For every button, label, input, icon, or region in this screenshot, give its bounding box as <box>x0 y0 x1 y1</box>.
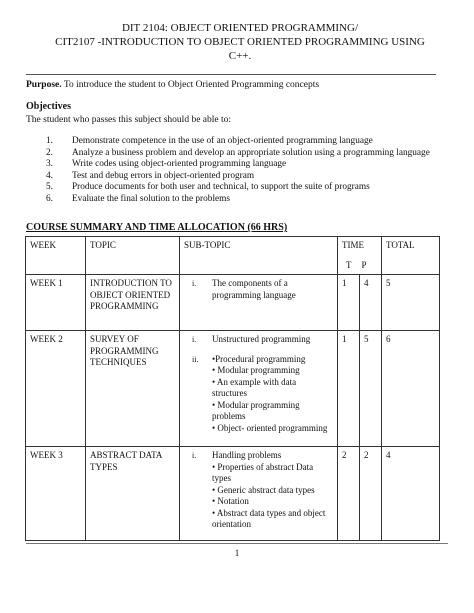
subtopic-numeral: i. <box>192 335 197 344</box>
objective-item <box>26 148 436 160</box>
footer-divider <box>26 543 448 544</box>
objective-text: Produce documents for both user and technical, to support the suite of programs <box>72 182 370 193</box>
objective-number: 4. <box>46 170 53 181</box>
subtopic-bullet: • Modular programming problems <box>212 399 300 421</box>
header-topic: TOPIC <box>86 237 180 275</box>
table-row <box>26 447 440 541</box>
subtopic-numeral: i. <box>192 451 197 460</box>
table-row <box>26 331 440 447</box>
header-t: T <box>346 259 352 270</box>
subtopic-numeral: ii. <box>192 354 199 364</box>
header-p: P <box>361 259 367 270</box>
header-total: TOTAL <box>382 237 440 275</box>
t-cell: 1 <box>338 331 360 447</box>
p-cell: 5 <box>360 331 382 447</box>
objective-number: 6. <box>46 193 53 204</box>
table-row <box>26 275 440 331</box>
subtopic-cell <box>180 331 338 447</box>
subtopic-bullet: • Properties of abstract Data types <box>212 461 314 483</box>
objectives-heading: Objectives <box>26 101 71 112</box>
subtopic-bullet: • Abstract data types and object orientation <box>212 507 326 529</box>
objective-item <box>26 159 436 171</box>
topic-cell: INTRODUCTION TO OBJECT ORIENTED PROGRAMMING <box>86 275 180 331</box>
p-cell: 4 <box>360 275 382 331</box>
subtopic-cell <box>180 275 338 331</box>
objective-text: Analyze a business problem and develop an appropriate solution using a programming language <box>72 147 430 158</box>
subtopic-bullet: • An example with data structures <box>212 376 297 398</box>
week-cell: WEEK 2 <box>26 331 86 447</box>
p-cell: 2 <box>360 447 382 541</box>
objective-item <box>26 182 436 194</box>
page-number: 1 <box>234 548 240 558</box>
objective-text: Test and debug errors in object-oriented program <box>72 170 255 181</box>
course-title-line-1: DIT 2104: OBJECT ORIENTED PROGRAMMING/ <box>121 22 359 34</box>
course-summary-heading: COURSE SUMMARY AND TIME ALLOCATION (66 HRS) <box>26 222 288 233</box>
total-cell: 6 <box>382 331 440 447</box>
purpose-line <box>26 80 319 90</box>
subtopic-text: •Procedural programming <box>212 353 306 364</box>
subtopic-item <box>184 334 333 346</box>
subtopic-bullet: • Modular programming <box>212 365 300 375</box>
objective-item <box>26 194 436 206</box>
subtopic-bullet: • Object- oriented programming <box>212 422 328 433</box>
table-header-row <box>26 237 440 275</box>
header-time <box>338 237 382 275</box>
header-divider <box>26 74 436 75</box>
header-time-label: TIME <box>342 240 364 250</box>
subtopic-text: Handling problems <box>212 450 282 460</box>
topic-cell: ABSTRACT DATA TYPES <box>86 447 180 541</box>
objective-number: 5. <box>46 182 53 193</box>
objectives-intro: The student who passes this subject should be able to: <box>26 115 232 125</box>
purpose-label: Purpose. <box>26 80 62 90</box>
subtopic-text: Unstructured programming <box>212 334 311 344</box>
objective-text: Evaluate the final solution to the problems <box>72 193 231 204</box>
subtopic-bullet: • Notation <box>212 496 249 506</box>
topic-cell: SURVEY OF PROGRAMMING TECHNIQUES <box>86 331 180 447</box>
course-title-line-2: CIT2107 -INTRODUCTION TO OBJECT ORIENTED PROGRAMMING USING <box>55 36 425 48</box>
subtopic-bullet: • Generic abstract data types <box>212 484 315 495</box>
subtopic-text: The components of a programming language <box>212 278 296 300</box>
t-cell: 1 <box>338 275 360 331</box>
objective-item <box>26 171 436 183</box>
week-cell: WEEK 3 <box>26 447 86 541</box>
week-cell: WEEK 1 <box>26 275 86 331</box>
t-cell: 2 <box>338 447 360 541</box>
total-cell: 5 <box>382 275 440 331</box>
subtopic-numeral: i. <box>192 279 197 288</box>
course-title-line-3: C++. <box>228 50 252 62</box>
total-cell: 4 <box>382 447 440 541</box>
objective-number: 1. <box>46 136 53 146</box>
objective-number: 2. <box>46 147 53 158</box>
subtopic-item <box>184 450 333 462</box>
header-week: WEEK <box>26 237 86 275</box>
objectives-list <box>26 136 436 206</box>
objective-item <box>26 136 436 148</box>
header-time-split <box>342 260 377 272</box>
course-summary-table <box>25 236 440 541</box>
objective-number: 3. <box>46 159 53 170</box>
objective-text: Demonstrate competence in the use of an object-oriented programming language <box>72 136 373 146</box>
subtopic-cell <box>180 447 338 541</box>
subtopic-item <box>184 278 333 301</box>
purpose-text: To introduce the student to Object Oriented Programming concepts <box>61 80 320 90</box>
subtopic-item <box>184 354 333 366</box>
objective-text: Write codes using object-oriented programming language <box>72 159 287 170</box>
header-subtopic: SUB-TOPIC <box>180 237 338 275</box>
